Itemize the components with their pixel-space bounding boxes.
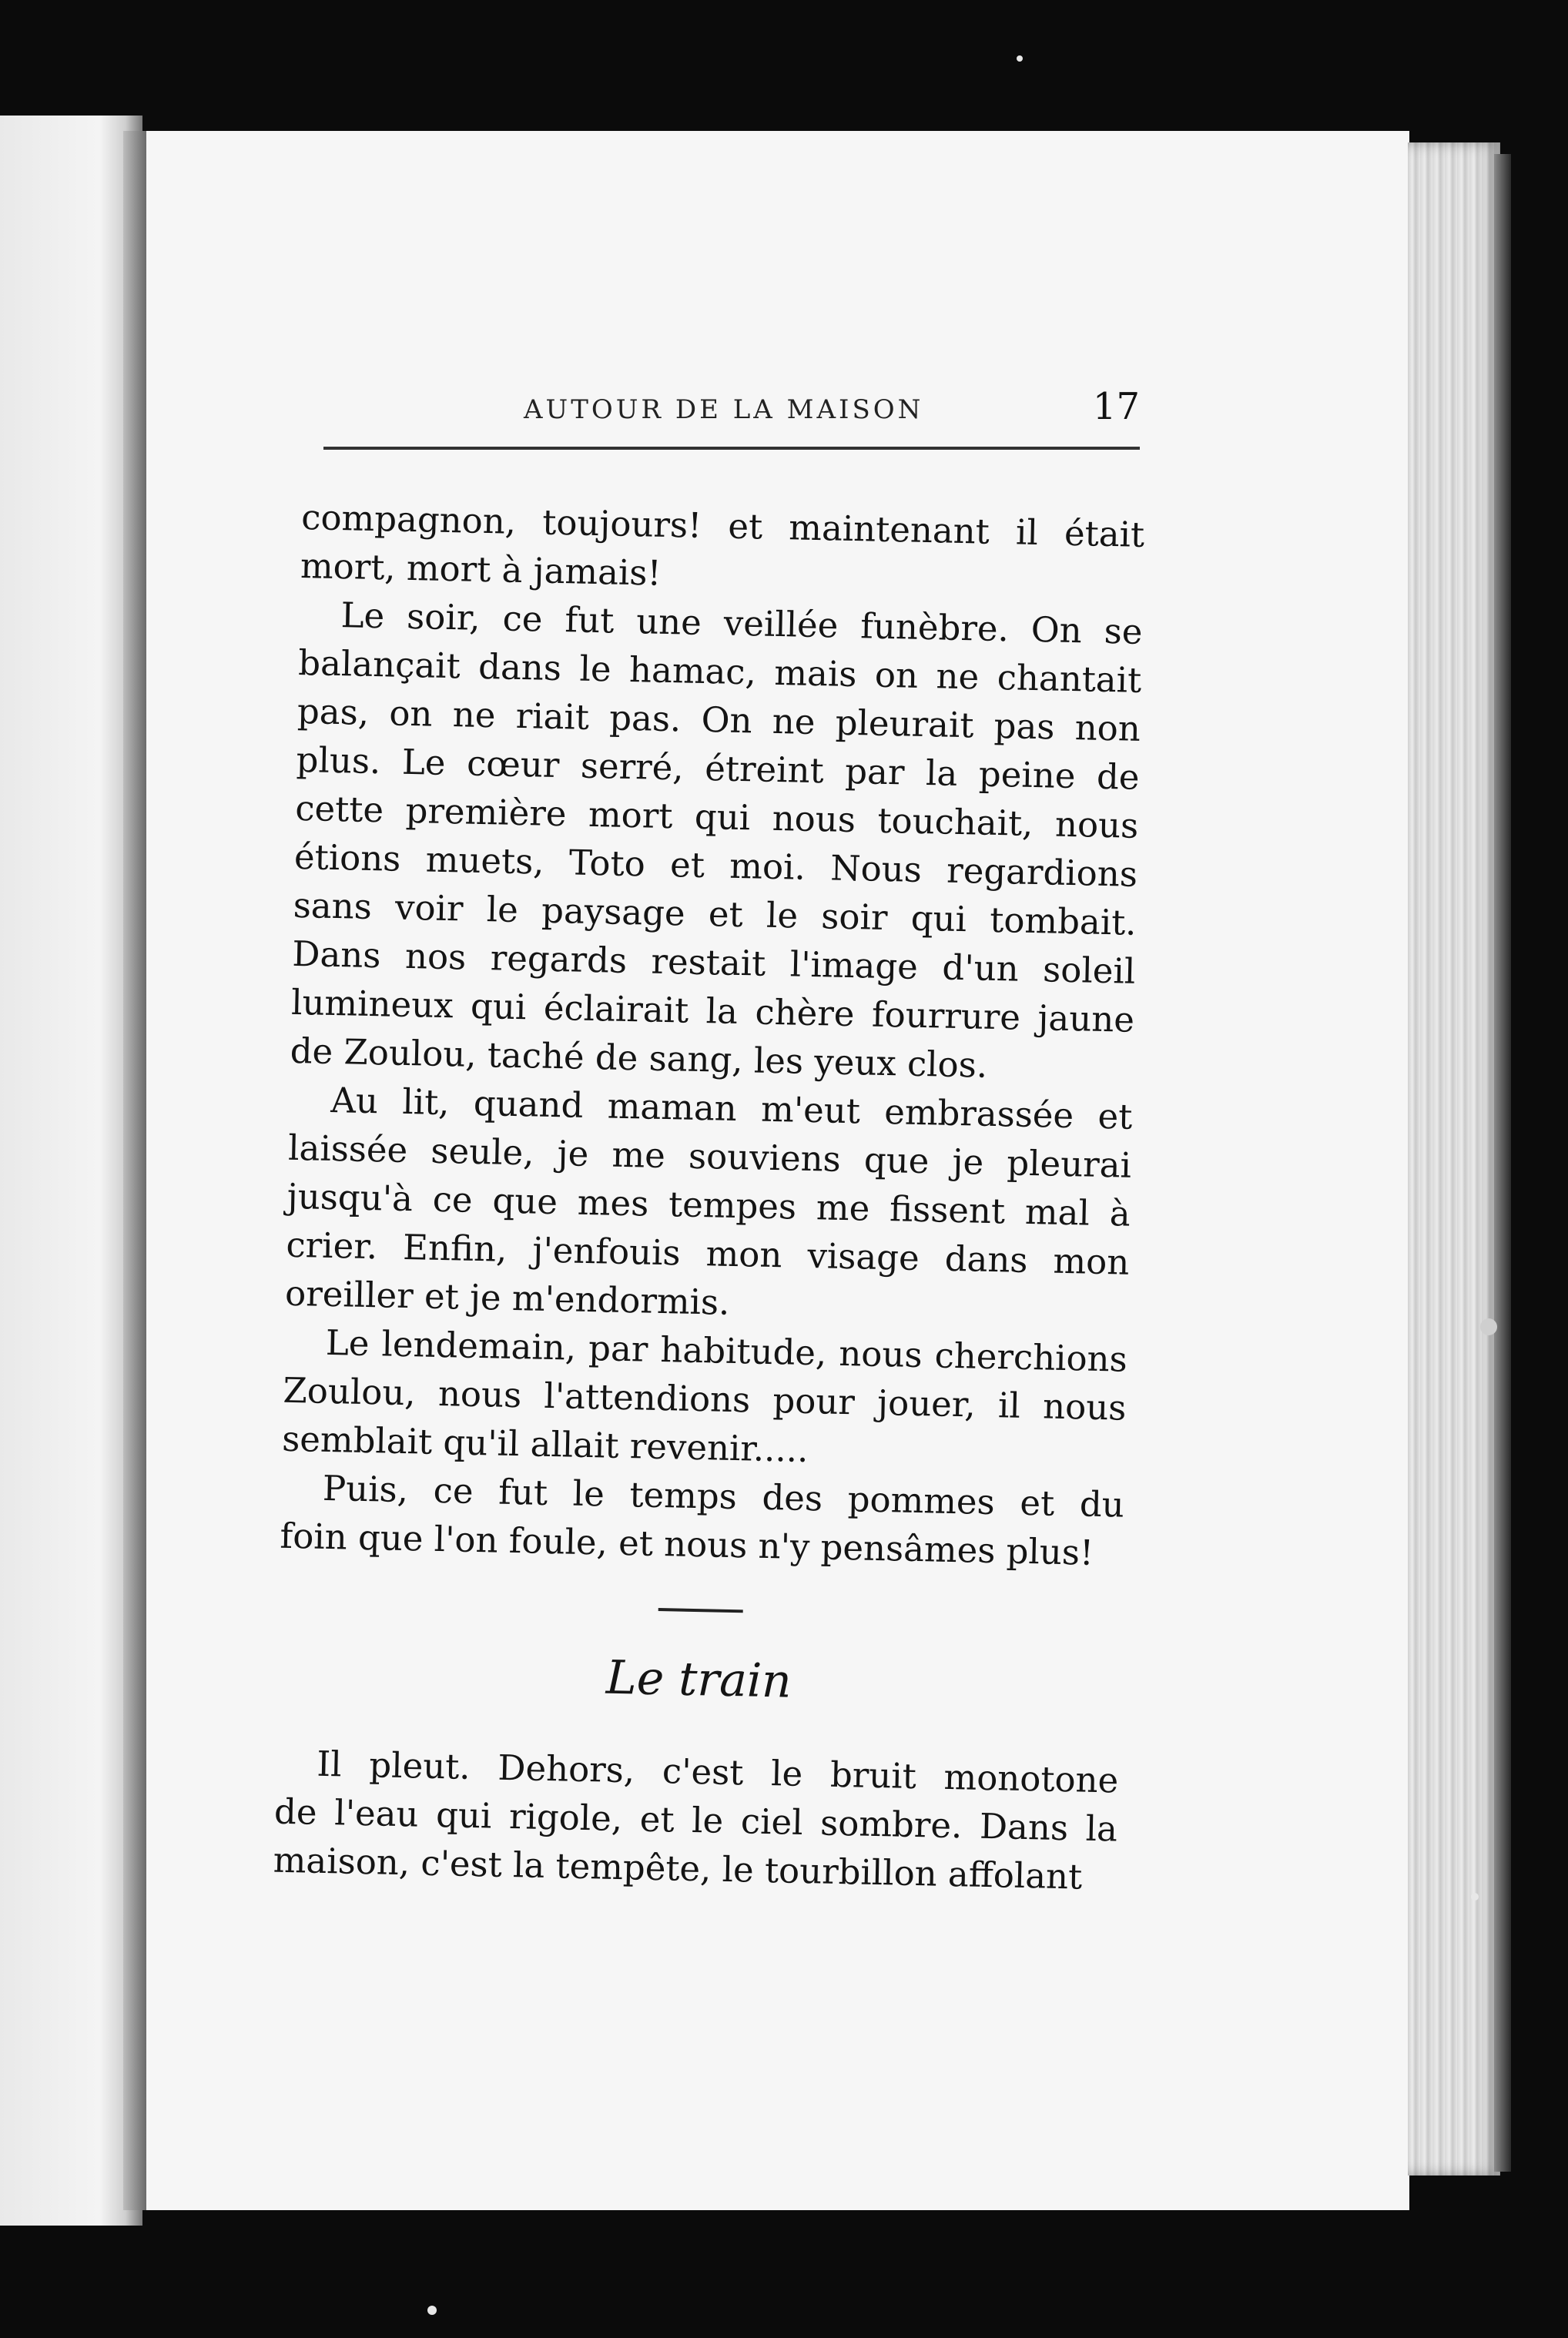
paragraph (285, 1075, 1133, 1335)
text-line: jusqu'à ce que mes tempes me fissent mal à (286, 1175, 1131, 1234)
paragraph (290, 590, 1143, 1093)
text-line: laissée seule, je me souviens que je pleurai (287, 1127, 1132, 1186)
page-number: 17 (1092, 385, 1140, 428)
paragraphs-before (280, 493, 1145, 1578)
text-line: de Zoulou, taché de sang, les yeux clos. (290, 1030, 988, 1086)
paragraph (280, 1463, 1124, 1578)
paragraph (300, 493, 1144, 608)
text-line: Dans nos regards restait l'image d'un soleil (291, 933, 1136, 992)
text-line: crier. Enfin, j'enfouis mon visage dans mon (285, 1224, 1130, 1283)
paragraph (273, 1739, 1119, 1902)
text-line: étions muets, Toto et moi. Nous regardions (293, 836, 1138, 895)
section-title: Le train (605, 1650, 792, 1709)
dust-speck (1480, 1318, 1497, 1335)
running-head-title: AUTOUR DE LA MAISON (524, 394, 924, 425)
header-rule (323, 447, 1140, 450)
text-line: balançait dans le hamac, mais on ne chantait (297, 641, 1142, 701)
paragraph (282, 1318, 1128, 1481)
text-line: pas, on ne riait pas. On ne pleurait pas non (297, 690, 1141, 749)
text-line: Le soir, ce fut une veillée funèbre. On se (340, 595, 1144, 652)
text-line: Il pleut. Dehors, c'est le bruit monotone (316, 1743, 1119, 1801)
paragraph-after (273, 1739, 1119, 1902)
dust-speck (1017, 55, 1023, 62)
body-text (273, 493, 1145, 1902)
text-line: oreiller et je m'endormis. (284, 1272, 730, 1323)
book-cover-edge (1494, 154, 1511, 2172)
text-line: Le lendemain, par habitude, nous cherchions (325, 1321, 1128, 1380)
text-line: plus. Le cœur serré, étreint par la peine de (296, 739, 1141, 798)
text-line: Au lit, quand maman m'eut embrassée et (330, 1079, 1133, 1137)
text-line: semblait qu'il allait revenir..... (281, 1418, 809, 1471)
text-line: mort, mort à jamais! (300, 544, 662, 594)
text-line: compagnon, toujours! et maintenant il était (300, 496, 1145, 555)
dust-speck (427, 2306, 437, 2315)
text-line: lumineux qui éclairait la chère fourrure jaune (290, 981, 1135, 1040)
running-head (323, 385, 1140, 439)
section-separator (658, 1608, 742, 1613)
text-line: cette première mort qui nous touchait, nous (294, 787, 1139, 846)
text-line: Puis, ce fut le temps des pommes et du (322, 1467, 1125, 1526)
text-line: Zoulou, nous l'attendions pour jouer, il nous (283, 1369, 1127, 1429)
text-line: maison, c'est la tempête, le tourbillon affolant (273, 1839, 1083, 1898)
text-line: foin que l'on foule, et nous n'y pensâmes plus! (280, 1515, 1094, 1573)
page-stack-edge (1408, 142, 1500, 2176)
facing-page-edge (0, 116, 142, 2226)
text-line: de l'eau qui rigole, et le ciel sombre. Dans la (273, 1790, 1118, 1850)
dust-speck (1471, 1893, 1479, 1901)
text-line: sans voir le paysage et le soir qui tombait. (293, 884, 1137, 943)
